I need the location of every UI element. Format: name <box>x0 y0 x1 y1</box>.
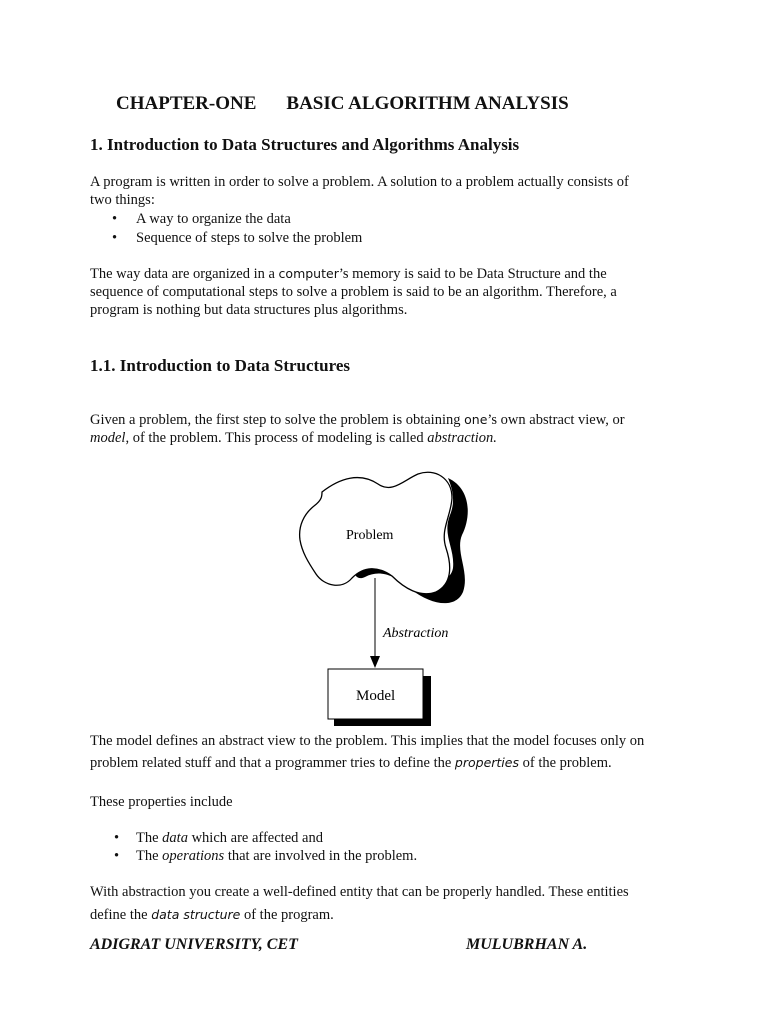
data-structure-para-line-1: The way data are organized in a computer’s memory is said to be Data Structure and the <box>90 266 607 282</box>
chapter-heading <box>116 93 569 115</box>
footer-author: MULUBRHAN A. <box>466 936 588 953</box>
abstraction-entity-line-1: With abstraction you create a well-defined entity that can be properly handled. These entities <box>90 884 629 900</box>
abstraction-diagram <box>290 462 480 730</box>
chapter-title: BASIC ALGORITHM ANALYSIS <box>286 93 569 114</box>
list-item: • A way to organize the data <box>112 211 291 227</box>
bullet-icon: • <box>112 230 118 246</box>
chapter-label: CHAPTER-ONE <box>116 93 257 114</box>
abstraction-arrow-label: Abstraction <box>383 626 449 641</box>
data-structure-para-line-2: sequence of computational steps to solve a problem is said to be an algorithm. Therefore, a <box>90 284 617 300</box>
intro-line-2: two things: <box>90 192 155 208</box>
section-1-1-heading: 1.1. Introduction to Data Structures <box>90 356 351 375</box>
section-1-heading: 1. Introduction to Data Structures and Algorithms Analysis <box>90 135 520 154</box>
list-item: • The operations that are involved in the problem. <box>114 848 418 864</box>
abstraction-para-line-2: model, of the problem. This process of modeling is called abstraction. <box>90 430 497 446</box>
data-structure-para-line-3: program is nothing but data structures plus algorithms. <box>90 302 408 318</box>
problem-label: Problem <box>346 528 394 543</box>
abstraction-entity-line-2: define the data structure of the program. <box>90 907 334 923</box>
abstraction-para-line-1: Given a problem, the first step to solve the problem is obtaining one’s own abstract view, or <box>90 412 625 428</box>
bullet-icon: • <box>114 848 120 864</box>
footer-institution: ADIGRAT UNIVERSITY, CET <box>90 936 298 953</box>
bullet-icon: • <box>112 211 118 227</box>
arrow-head-icon <box>370 656 380 668</box>
list-item: • The data which are affected and <box>114 830 323 846</box>
model-para-line-2: problem related stuff and that a programmer tries to define the properties of the problem. <box>90 755 612 771</box>
intro-line-1: A program is written in order to solve a problem. A solution to a problem actually consists of <box>90 174 629 190</box>
model-para-line-1: The model defines an abstract view to the problem. This implies that the model focuses only on <box>90 733 645 749</box>
list-item: • Sequence of steps to solve the problem <box>112 230 363 246</box>
bullet-icon: • <box>114 830 120 846</box>
model-label: Model <box>356 688 396 704</box>
properties-intro: These properties include <box>90 794 233 810</box>
